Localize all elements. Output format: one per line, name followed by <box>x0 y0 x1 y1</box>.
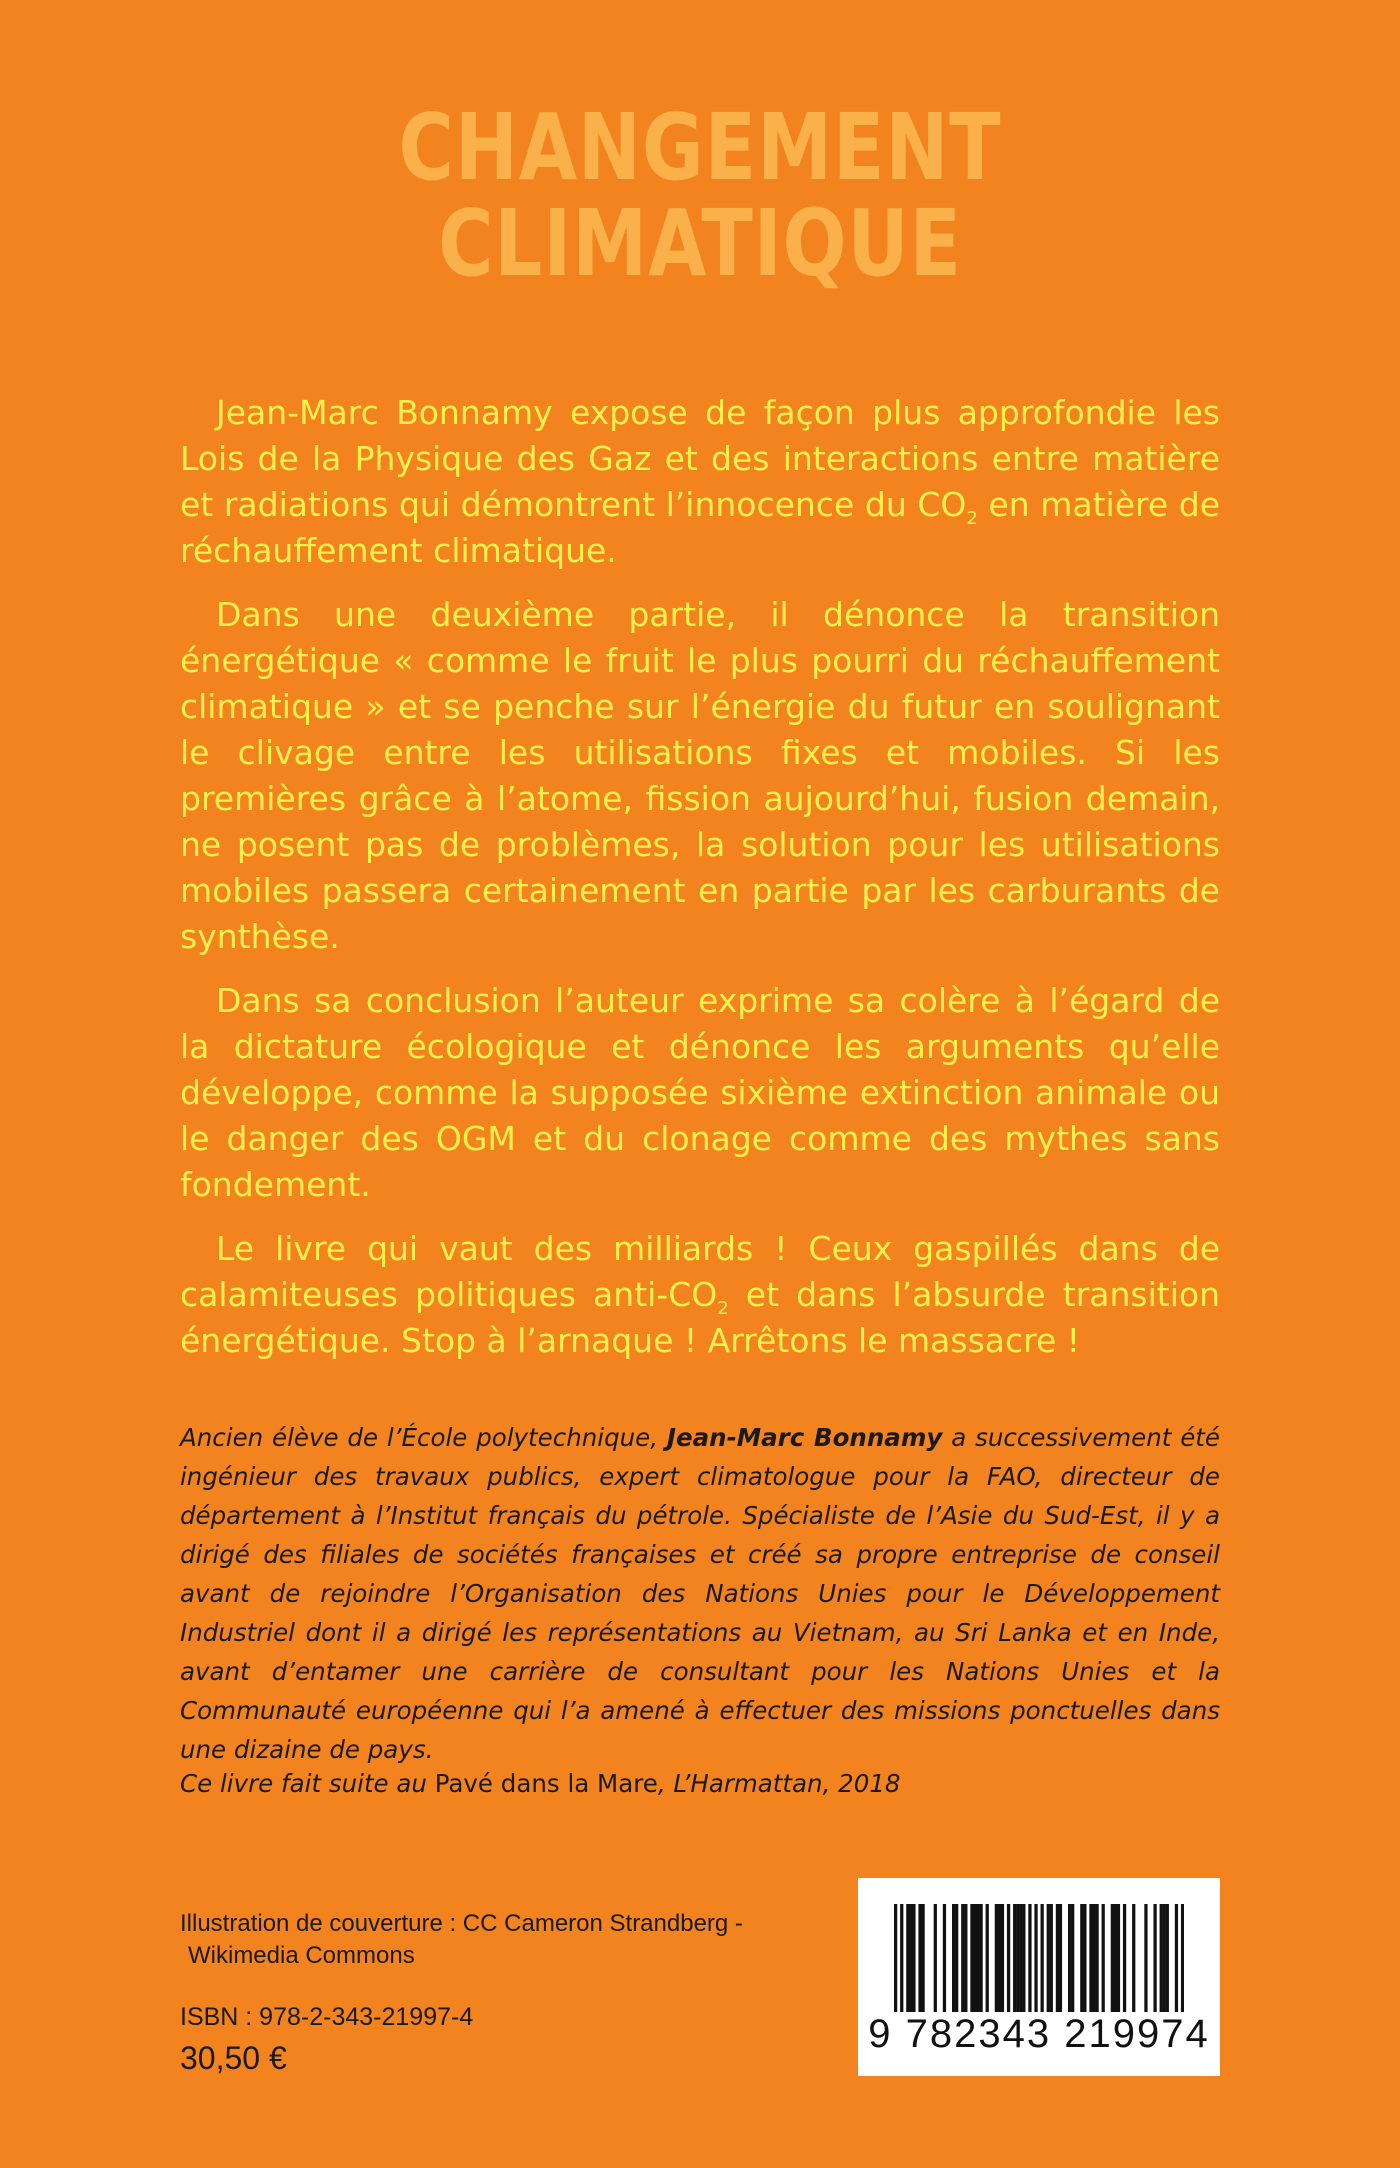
barcode-bar <box>979 1904 982 2012</box>
barcode-bar <box>1022 1904 1025 2012</box>
barcode-bar <box>973 1904 976 2012</box>
barcode-bar <box>1163 1904 1166 2012</box>
barcode-bar <box>1068 1904 1071 2012</box>
barcode-bar <box>976 1904 979 2012</box>
title-line-2: CLIMATIQUE <box>438 190 962 297</box>
barcode-bar <box>1095 1904 1098 2012</box>
barcode-bar <box>1102 1904 1105 2012</box>
barcode-bar <box>1001 1904 1004 2012</box>
barcode-bar <box>1089 1904 1092 2012</box>
isbn: ISBN : 978-2-343-21997-4 <box>180 2003 474 2031</box>
barcode-bar <box>1160 1904 1163 2012</box>
barcode-bar <box>1056 1904 1059 2012</box>
barcode-bar <box>1007 1904 1010 2012</box>
barcode-bar <box>894 1904 897 2012</box>
barcode-bar <box>970 1904 973 2012</box>
barcode-bar <box>952 1904 955 2012</box>
barcode-bar <box>943 1904 946 2012</box>
barcode-bar <box>1019 1904 1022 2012</box>
author-name: Jean-Marc Bonnamy <box>666 1423 943 1452</box>
barcode-bar <box>934 1904 937 2012</box>
barcode-bar <box>1041 1904 1044 2012</box>
barcode-bars <box>894 1904 1184 2012</box>
barcode-bar <box>1071 1904 1074 2012</box>
barcode-bar <box>964 1904 967 2012</box>
barcode-bar <box>1117 1904 1120 2012</box>
barcode-bar <box>900 1904 903 2012</box>
barcode-bar <box>998 1904 1001 2012</box>
barcode-bar <box>1050 1904 1053 2012</box>
barcode-bar <box>1028 1904 1031 2012</box>
synopsis-paragraph-4: Le livre qui vaut des milliards ! Ceux gaspillés dans de calamiteuses politiques anti-$CO_2$ et dans l’absurde transition énergétique. Stop à l’arnaque ! Arrêtons le massacre ! <box>180 1229 1220 1360</box>
price: 30,50 € <box>180 2040 287 2076</box>
title-line-1: CHANGEMENT <box>398 94 1002 201</box>
barcode-bar <box>1181 1904 1184 2012</box>
barcode-bar <box>1059 1904 1062 2012</box>
cover-title <box>126 94 1274 297</box>
barcode-bar <box>1153 1904 1156 2012</box>
author-bio: Ancien élève de l’École polytechnique, Jean-Marc Bonnamy a successivement été ingénieur des travaux publics, expert climatologue pour la FAO, directeur de département à l’Institut français du pétrole. Spécialiste de l’Asie du Sud-Est, il y a dirigé des filiales de sociétés françaises et créé sa propre entreprise de conseil avant de rejoindre l’Organisation des Nations Unies pour le Développement Industriel dont il a dirigé les représentations au Vietnam, au Sri Lanka et en Inde, avant d’entamer une carrière de consultant pour les Nations Unies et la Communauté européenne qui l’a amené à effectuer des missions ponctuelles dans une dizaine de pays. <box>180 1423 1220 1764</box>
barcode-bar <box>1144 1904 1147 2012</box>
barcode-bar <box>1047 1904 1050 2012</box>
barcode <box>858 1878 1220 2076</box>
barcode-bar <box>1111 1904 1114 2012</box>
barcode-bar <box>995 1904 998 2012</box>
barcode-bar <box>1083 1904 1086 2012</box>
barcode-bar <box>909 1904 912 2012</box>
barcode-bar <box>1016 1904 1019 2012</box>
barcode-bar <box>921 1904 924 2012</box>
barcode-bar <box>912 1904 915 2012</box>
barcode-bar <box>1123 1904 1126 2012</box>
barcode-bar <box>1092 1904 1095 2012</box>
barcode-bar <box>986 1904 989 2012</box>
barcode-bar <box>1013 1904 1016 2012</box>
synopsis-paragraph-2: Dans une deuxième partie, il dénonce la transition énergétique « comme le fruit le plus pourri du réchauffement climatique » et se penche sur l’énergie du futur en soulignant le clivage entre les utilisations fixes et mobiles. Si les premières grâce à l’atome, fission aujourd’hui, fusion demain, ne posent pas de problèmes, la solution pour les utilisations mobiles passera certainement en partie par les carburants de synthèse. <box>180 595 1220 956</box>
barcode-bar <box>1034 1904 1037 2012</box>
synopsis-paragraph-1: Jean-Marc Bonnamy expose de façon plus approfondie les Lois de la Physique des Gaz et des interactions entre matière et radiations qui démontrent l’innocence du $CO_2$ en matière de réchauffement climatique. <box>180 393 1220 570</box>
barcode-bar <box>1175 1904 1178 2012</box>
barcode-bar <box>906 1904 909 2012</box>
barcode-bar <box>1132 1904 1135 2012</box>
barcode-bar <box>918 1904 921 2012</box>
barcode-bar <box>1080 1904 1083 2012</box>
barcode-bar <box>1166 1904 1169 2012</box>
synopsis <box>180 390 1220 1382</box>
barcode-bar <box>1114 1904 1117 2012</box>
sequel-note: Ce livre fait suite au Pavé dans la Mare, L’Harmattan, 2018 <box>180 1769 901 1798</box>
synopsis-paragraph-3: Dans sa conclusion l’auteur exprime sa colère à l’égard de la dictature écologique et dénonce les arguments qu’elle développe, comme la supposée sixième extinction animale ou le danger des OGM et du clonage comme des mythes sans fondement. <box>180 981 1220 1204</box>
barcode-number: 9 782343 219974 <box>868 2012 1210 2056</box>
barcode-bar <box>961 1904 964 2012</box>
illustration-credit: Illustration de couverture : CC Cameron Strandberg - Wikimedia Commons <box>180 1910 743 1969</box>
sequel-book-title: Pavé dans la Mare <box>434 1769 658 1798</box>
barcode-bar <box>955 1904 958 2012</box>
